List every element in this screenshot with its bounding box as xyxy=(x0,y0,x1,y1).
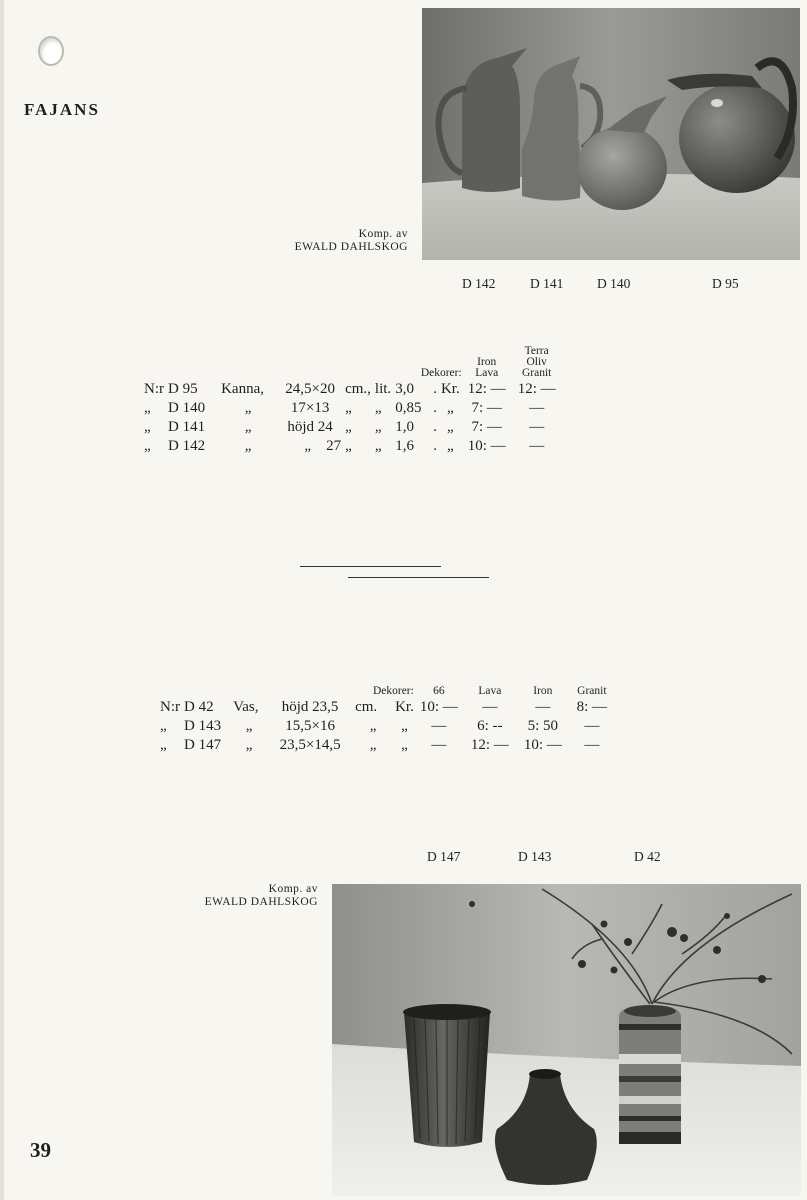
price-granit: 8: — xyxy=(576,699,608,715)
item-unit: „ xyxy=(345,400,352,416)
price-granit: — xyxy=(584,718,600,734)
header-iron-lava xyxy=(462,346,512,379)
currency-label: Kr. xyxy=(395,699,414,715)
photo-vases xyxy=(332,884,801,1196)
header-terra-oliv-granit xyxy=(512,346,562,379)
item-name: „ xyxy=(244,419,252,435)
row-prefix: „ xyxy=(144,419,151,435)
item-name: Vas, xyxy=(233,699,259,715)
currency-label: „ xyxy=(401,718,408,734)
leader-dot: . xyxy=(433,419,437,435)
item-name: „ xyxy=(245,737,253,753)
currency-label: „ xyxy=(446,419,454,435)
photo-caption: D 141 xyxy=(530,276,564,291)
price-66: — xyxy=(431,718,447,734)
item-dimensions: 15,5×16 xyxy=(285,718,335,734)
item-dimensions: 24,5×20 xyxy=(285,381,335,397)
item-unit: „ xyxy=(345,419,352,435)
photo-caption: D 42 xyxy=(634,849,661,864)
item-dimensions: höjd 23,5 xyxy=(281,699,339,715)
currency-label: Kr. xyxy=(440,381,460,397)
header-66: 66 xyxy=(433,685,445,697)
currency-label: „ xyxy=(446,438,454,454)
price-iron-lava: 12: — xyxy=(467,381,506,397)
price-terra-oliv-granit: — xyxy=(529,400,545,416)
item-dimensions: 23,5×14,5 xyxy=(279,737,341,753)
leader-dot: . xyxy=(433,438,437,454)
photo-caption: D 147 xyxy=(427,849,461,864)
price-lava: 12: — xyxy=(470,737,509,753)
row-prefix: „ xyxy=(160,737,167,753)
row-prefix: „ xyxy=(144,438,151,454)
price-table-vases xyxy=(158,678,616,754)
photo-caption: D 142 xyxy=(462,276,496,291)
item-code: D 141 xyxy=(168,419,206,435)
dekorer-label: Dekorer: xyxy=(420,367,462,379)
item-name: Kanna, xyxy=(221,381,264,397)
item-dimensions: 17×13 xyxy=(290,400,330,416)
item-unit: cm. xyxy=(355,699,378,715)
item-dimensions: „ 27 xyxy=(304,438,342,454)
header-granit: Granit xyxy=(577,685,607,697)
header-line: Granit xyxy=(521,367,552,379)
binder-hole xyxy=(38,36,64,66)
header-line: Oliv xyxy=(526,356,547,368)
photo-caption: D 95 xyxy=(712,276,739,291)
price-iron: 5: 50 xyxy=(527,718,559,734)
price-lava: 6: -- xyxy=(477,718,503,734)
item-liters: 3,0 xyxy=(395,381,414,397)
header-line: Iron xyxy=(477,356,497,368)
table-row xyxy=(142,398,562,417)
price-table-pitchers xyxy=(142,346,562,455)
section-title: FAJANS xyxy=(24,100,100,119)
separator-rule xyxy=(300,566,441,567)
photo-caption: D 140 xyxy=(597,276,631,291)
price-iron: 10: — xyxy=(523,737,562,753)
page-edge xyxy=(0,0,4,1200)
table-row xyxy=(158,697,616,716)
header-lava: Lava xyxy=(478,685,502,697)
price-terra-oliv-granit: — xyxy=(529,419,545,435)
price-66: 10: — xyxy=(419,699,458,715)
price-iron-lava: 10: — xyxy=(467,438,506,454)
item-dimensions: höjd 24 xyxy=(287,419,333,435)
item-code: D 42 xyxy=(184,699,214,715)
item-code: D 95 xyxy=(168,381,198,397)
price-iron-lava: 7: — xyxy=(471,419,502,435)
row-prefix: „ xyxy=(144,400,151,416)
lit-label: „ xyxy=(374,400,382,416)
credit-line-2: EWALD DAHLSKOG xyxy=(204,896,318,908)
table-row xyxy=(142,417,562,436)
table-header-row xyxy=(142,346,562,379)
table-row xyxy=(158,735,616,754)
item-unit: „ xyxy=(369,737,377,753)
table-header-row xyxy=(158,678,616,697)
lit-label: „ xyxy=(374,419,382,435)
composer-credit-top xyxy=(180,228,408,254)
price-66: — xyxy=(431,737,447,753)
price-terra-oliv-granit: 12: — xyxy=(517,381,556,397)
price-terra-oliv-granit: — xyxy=(529,438,545,454)
currency-label: „ xyxy=(446,400,454,416)
currency-label: „ xyxy=(401,737,408,753)
item-liters: 1,0 xyxy=(395,419,414,435)
lit-label: „ xyxy=(374,438,382,454)
item-code: D 142 xyxy=(168,438,206,454)
price-lava: — xyxy=(482,699,498,715)
item-liters: 1,6 xyxy=(395,438,414,454)
item-name: „ xyxy=(244,438,252,454)
credit-line-1: Komp. av xyxy=(358,228,408,240)
table-row xyxy=(158,716,616,735)
separator-rule xyxy=(348,577,489,578)
credit-line-1: Komp. av xyxy=(268,883,318,895)
row-prefix: N:r xyxy=(160,699,180,715)
lit-label: lit. xyxy=(374,381,392,397)
header-line: Terra xyxy=(524,345,549,357)
leader-dot: . xyxy=(433,400,437,416)
item-unit: cm., xyxy=(345,381,371,397)
leader-dot: . xyxy=(433,381,437,397)
table-row xyxy=(142,436,562,455)
item-code: D 147 xyxy=(184,737,222,753)
photo-caption: D 143 xyxy=(518,849,552,864)
item-name: „ xyxy=(245,718,253,734)
row-prefix: „ xyxy=(160,718,167,734)
page-number: 39 xyxy=(30,1138,51,1162)
item-code: D 143 xyxy=(184,718,222,734)
price-iron: — xyxy=(535,699,551,715)
photo-pitchers xyxy=(422,8,800,260)
price-iron-lava: 7: — xyxy=(471,400,502,416)
price-granit: — xyxy=(584,737,600,753)
item-code: D 140 xyxy=(168,400,206,416)
item-liters: 0,85 xyxy=(395,400,422,416)
table-row xyxy=(142,379,562,398)
credit-line-2: EWALD DAHLSKOG xyxy=(294,241,408,253)
item-unit: „ xyxy=(369,718,377,734)
composer-credit-bottom xyxy=(90,883,318,909)
header-iron: Iron xyxy=(533,685,553,697)
item-name: „ xyxy=(244,400,252,416)
row-prefix: N:r xyxy=(144,381,164,397)
item-unit: „ xyxy=(345,438,352,454)
header-line: Lava xyxy=(475,367,499,379)
dekorer-label: Dekorer: xyxy=(372,685,414,697)
